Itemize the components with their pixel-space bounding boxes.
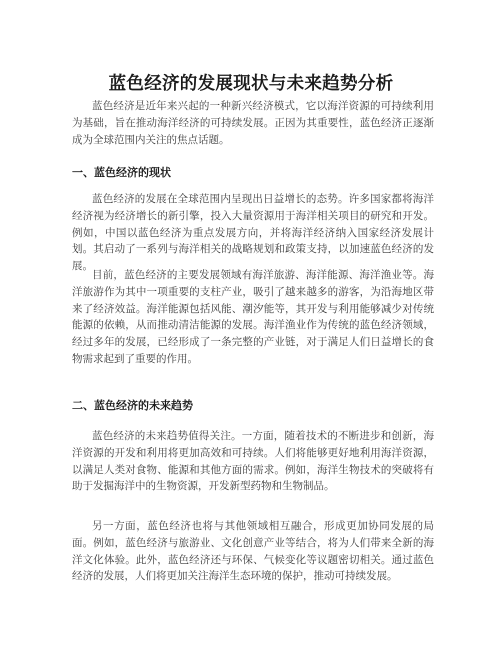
section-1-heading: 一、蓝色经济的现状 bbox=[72, 166, 171, 179]
section-1-paragraph-2: 目前，蓝色经济的主要发展领域有海洋旅游、海洋能源、海洋渔业等。海洋旅游作为其中一项重要的支柱产业，吸引了越来越多的游客，为沿海地区带来了经济效益。海洋能源包括风能、潮汐能等，其开发与利用能够减少对传统能源的依赖，从而推动清洁能源的发展。海洋渔业作为传统的蓝色经济领域，经过多年的发展，已经形成了一条完整的产业链，对于满足人们日益增长的食物需求起到了重要的作用。 bbox=[72, 269, 434, 365]
document-title: 蓝色经济的发展现状与未来趋势分析 bbox=[108, 73, 394, 94]
section-1-paragraph-1: 蓝色经济的发展在全球范围内呈现出日益增长的态势。许多国家都将海洋经济视为经济增长的新引擎，投入大量资源用于海洋相关项目的研究和开发。例如，中国以蓝色经济为重点发展方向，并将海洋经济纳入国家经济发展计划。其启动了一系列与海洋相关的战略规划和政策支持，以加速蓝色经济的发展。 bbox=[72, 193, 434, 273]
intro-paragraph: 蓝色经济是近年来兴起的一种新兴经济模式，它以海洋资源的可持续利用为基础，旨在推动海洋经济的可持续发展。正因为其重要性，蓝色经济正逐渐成为全球范围内关注的焦点话题。 bbox=[72, 100, 434, 146]
section-2-paragraph-2: 另一方面，蓝色经济也将与其他领域相互融合，形成更加协同发展的局面。例如，蓝色经济与旅游业、文化创意产业等结合，将为人们带来全新的海洋文化体验。此外，蓝色经济还与环保、气候变化等议题密切相关。通过蓝色经济的发展，人们将更加关注海洋生态环境的保护，推动可持续发展。 bbox=[72, 520, 434, 583]
section-2-paragraph-1: 蓝色经济的未来趋势值得关注。一方面，随着技术的不断进步和创新，海洋资源的开发和利用将更加高效和可持续。人们将能够更好地利用海洋资源，以满足人类对食物、能源和其他方面的需求。例如，海洋生物技术的突破将有助于发掘海洋中的生物资源，开发新型药物和生物制品。 bbox=[72, 430, 434, 493]
section-2-heading: 二、蓝色经济的未来趋势 bbox=[72, 399, 193, 412]
